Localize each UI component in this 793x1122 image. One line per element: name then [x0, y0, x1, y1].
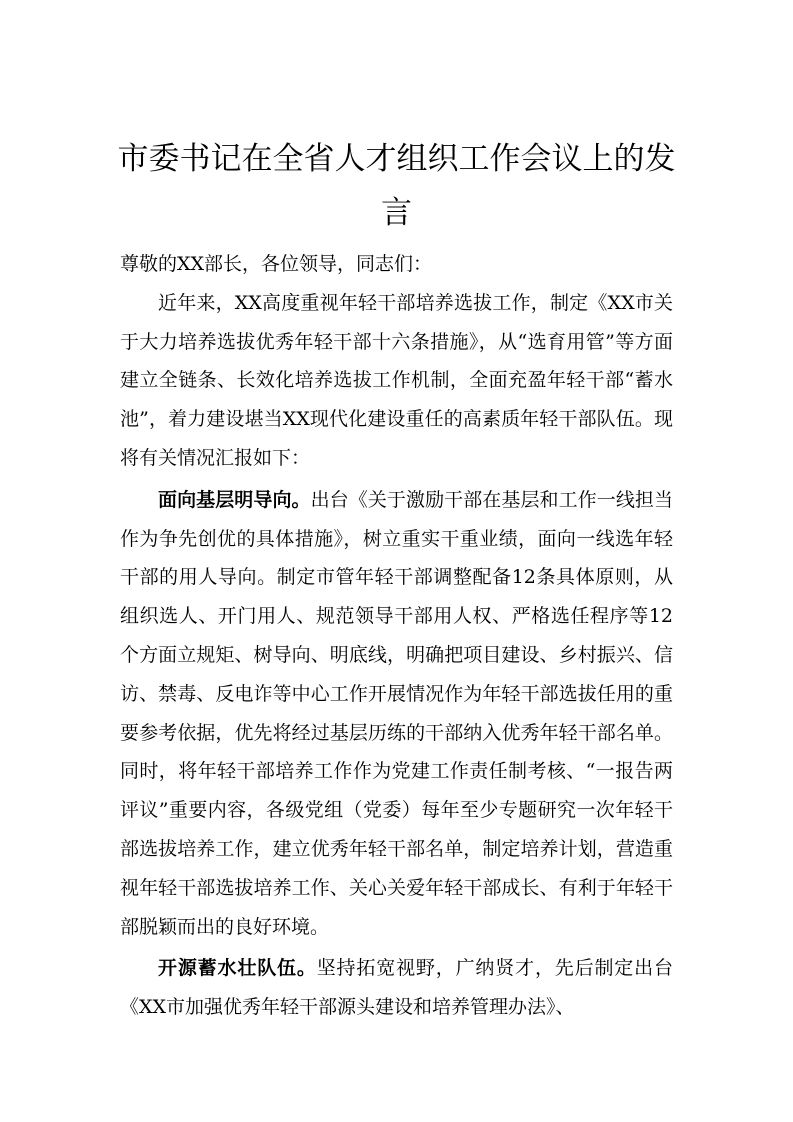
section-text: 坚持拓宽视野，广纳贤才，先后制定出台《XX市加强优秀年轻干部源头建设和培养管理办法》、	[120, 957, 673, 1019]
intro-paragraph: 近年来，XX高度重视年轻干部培养选拔工作，制定《XX市关于大力培养选拔优秀年轻干部十六条措施》，从“选育用管”等方面建立全链条、长效化培养选拔工作机制，全面充盈年轻干部“蓄水池”，着力建设堪当XX现代化建设重任的高素质年轻干部队伍。现将有关情况汇报如下：	[120, 291, 673, 469]
document-body	[120, 245, 673, 1027]
section-paragraph	[120, 949, 673, 1027]
salutation: 尊敬的XX部长，各位领导，同志们：	[120, 253, 433, 275]
section-paragraph	[120, 481, 673, 947]
section-heading: 面向基层明导向。	[158, 488, 311, 511]
section-text: 出台《关于激励干部在基层和工作一线担当作为争先创优的具体措施》，树立重实干重业绩，面向一线选年轻干部的用人导向。制定市管年轻干部调整配备12条具体原则，从组织选人、开门用人、规范领导干部用人权、严格选任程序等12个方面立规矩、树导向、明底线，明确把项目建设、乡村振兴、信访、禁毒、反电诈等中心工作开展情况作为年轻干部选拔任用的重要参考依据，优先将经过基层历练的干部纳入优秀年轻干部名单。同时，将年轻干部培养工作作为党建工作责任制考核、“一报告两评议”重要内容，各级党组（党委）每年至少专题研究一次年轻干部选拔培养工作，建立优秀年轻干部名单，制定培养计划，营造重视年轻干部选拔培养工作、关心关爱年轻干部成长、有利于年轻干部脱颖而出的良好环境。	[120, 488, 673, 938]
document-title: 市委书记在全省人才组织工作会议上的发言	[117, 141, 676, 231]
section-heading: 开源蓄水壮队伍。	[158, 957, 317, 980]
